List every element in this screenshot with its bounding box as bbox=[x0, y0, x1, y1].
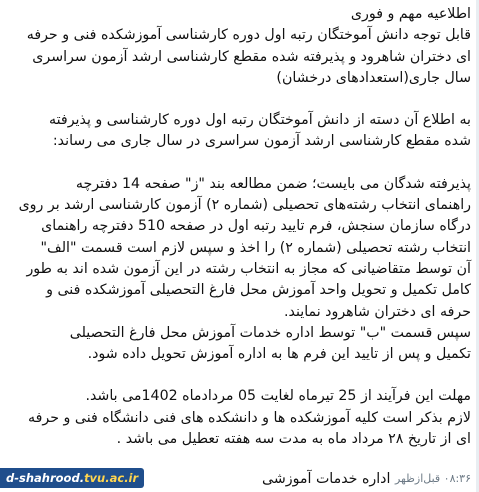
message-line: انتخاب رشته تحصیلی (شماره ۲) را اخذ و سپس لازم است قسمت "الف" bbox=[40, 239, 471, 256]
message-line: راهنمای انتخاب رشته‌های تحصیلی (شماره ۲) آزمون کارشناسی ارشد بر روی bbox=[18, 197, 471, 214]
site-watermark bbox=[0, 468, 144, 488]
message-line: شده مقطع کارشناسی ارشد آزمون سراسری در سال جاری می رساند: bbox=[52, 133, 471, 150]
message-line: اطلاعیه مهم و فوری bbox=[350, 6, 471, 22]
message-line: آن توسط متقاضیانی که مجاز به انتخاب رشته در این آزمون شده اند به طور bbox=[26, 260, 471, 277]
message-line: مهلت این فرآیند از 25 تیرماه لغایت 05 مردادماه 1402می باشد. bbox=[85, 388, 471, 405]
message-line: ای دختران شاهرود و پذیرفته شده مقطع کارشناسی ارشد آزمون سراسری bbox=[32, 48, 471, 65]
message-line: سپس قسمت "ب" توسط اداره خدمات آموزش محل فارغ التحصیلی bbox=[69, 324, 471, 341]
message-line: ای از تاریخ ۲۸ مرداد ماه به مدت سه هفته تعطیل می باشد . bbox=[116, 431, 471, 448]
watermark-prefix: d-shahrood. bbox=[6, 471, 85, 485]
blank-line bbox=[8, 153, 471, 174]
message-footer bbox=[0, 462, 479, 492]
message-line: به اطلاع آن دسته از دانش آموختگان رتبه اول دوره کارشناسی و پذیرفته bbox=[49, 112, 471, 129]
blank-line bbox=[8, 365, 471, 386]
message-time: ۰۸:۳۶ قبل‌ازظهر bbox=[394, 472, 471, 485]
message-line: لازم بذکر است کلیه آموزشکده ها و دانشکده های فنی دانشگاه فنی و حرفه bbox=[28, 409, 471, 426]
message-line: تکمیل و پس از تایید این فرم ها به اداره آموزش تحویل داده شود. bbox=[87, 346, 471, 363]
message-line: پذیرفته شدگان می بایست؛ ضمن مطالعه بند "ز" صفحه 14 دفترچه bbox=[75, 175, 471, 192]
message-line: کامل تکمیل و تحویل واحد آموزش محل فارغ التحصیلی آموزشکده فنی و bbox=[46, 282, 471, 299]
message-line: حرفه ای دختران شاهرود نمایند. bbox=[284, 303, 471, 320]
message-text bbox=[8, 4, 471, 450]
message-line: قابل توجه دانش آموختگان رتبه اول دوره کارشناسی آموزشکده فنی و حرفه bbox=[26, 27, 471, 44]
message-line: درگاه سازمان سنجش، فرم تایید رتبه اول در صفحه 510 دفترچه راهنمای bbox=[41, 218, 471, 235]
message-line: سال جاری(استعدادهای درخشان) bbox=[276, 69, 471, 86]
blank-line bbox=[8, 89, 471, 110]
watermark-suffix: tvu.ac.ir bbox=[84, 471, 139, 485]
signature: اداره خدمات آموزشی bbox=[262, 471, 391, 487]
